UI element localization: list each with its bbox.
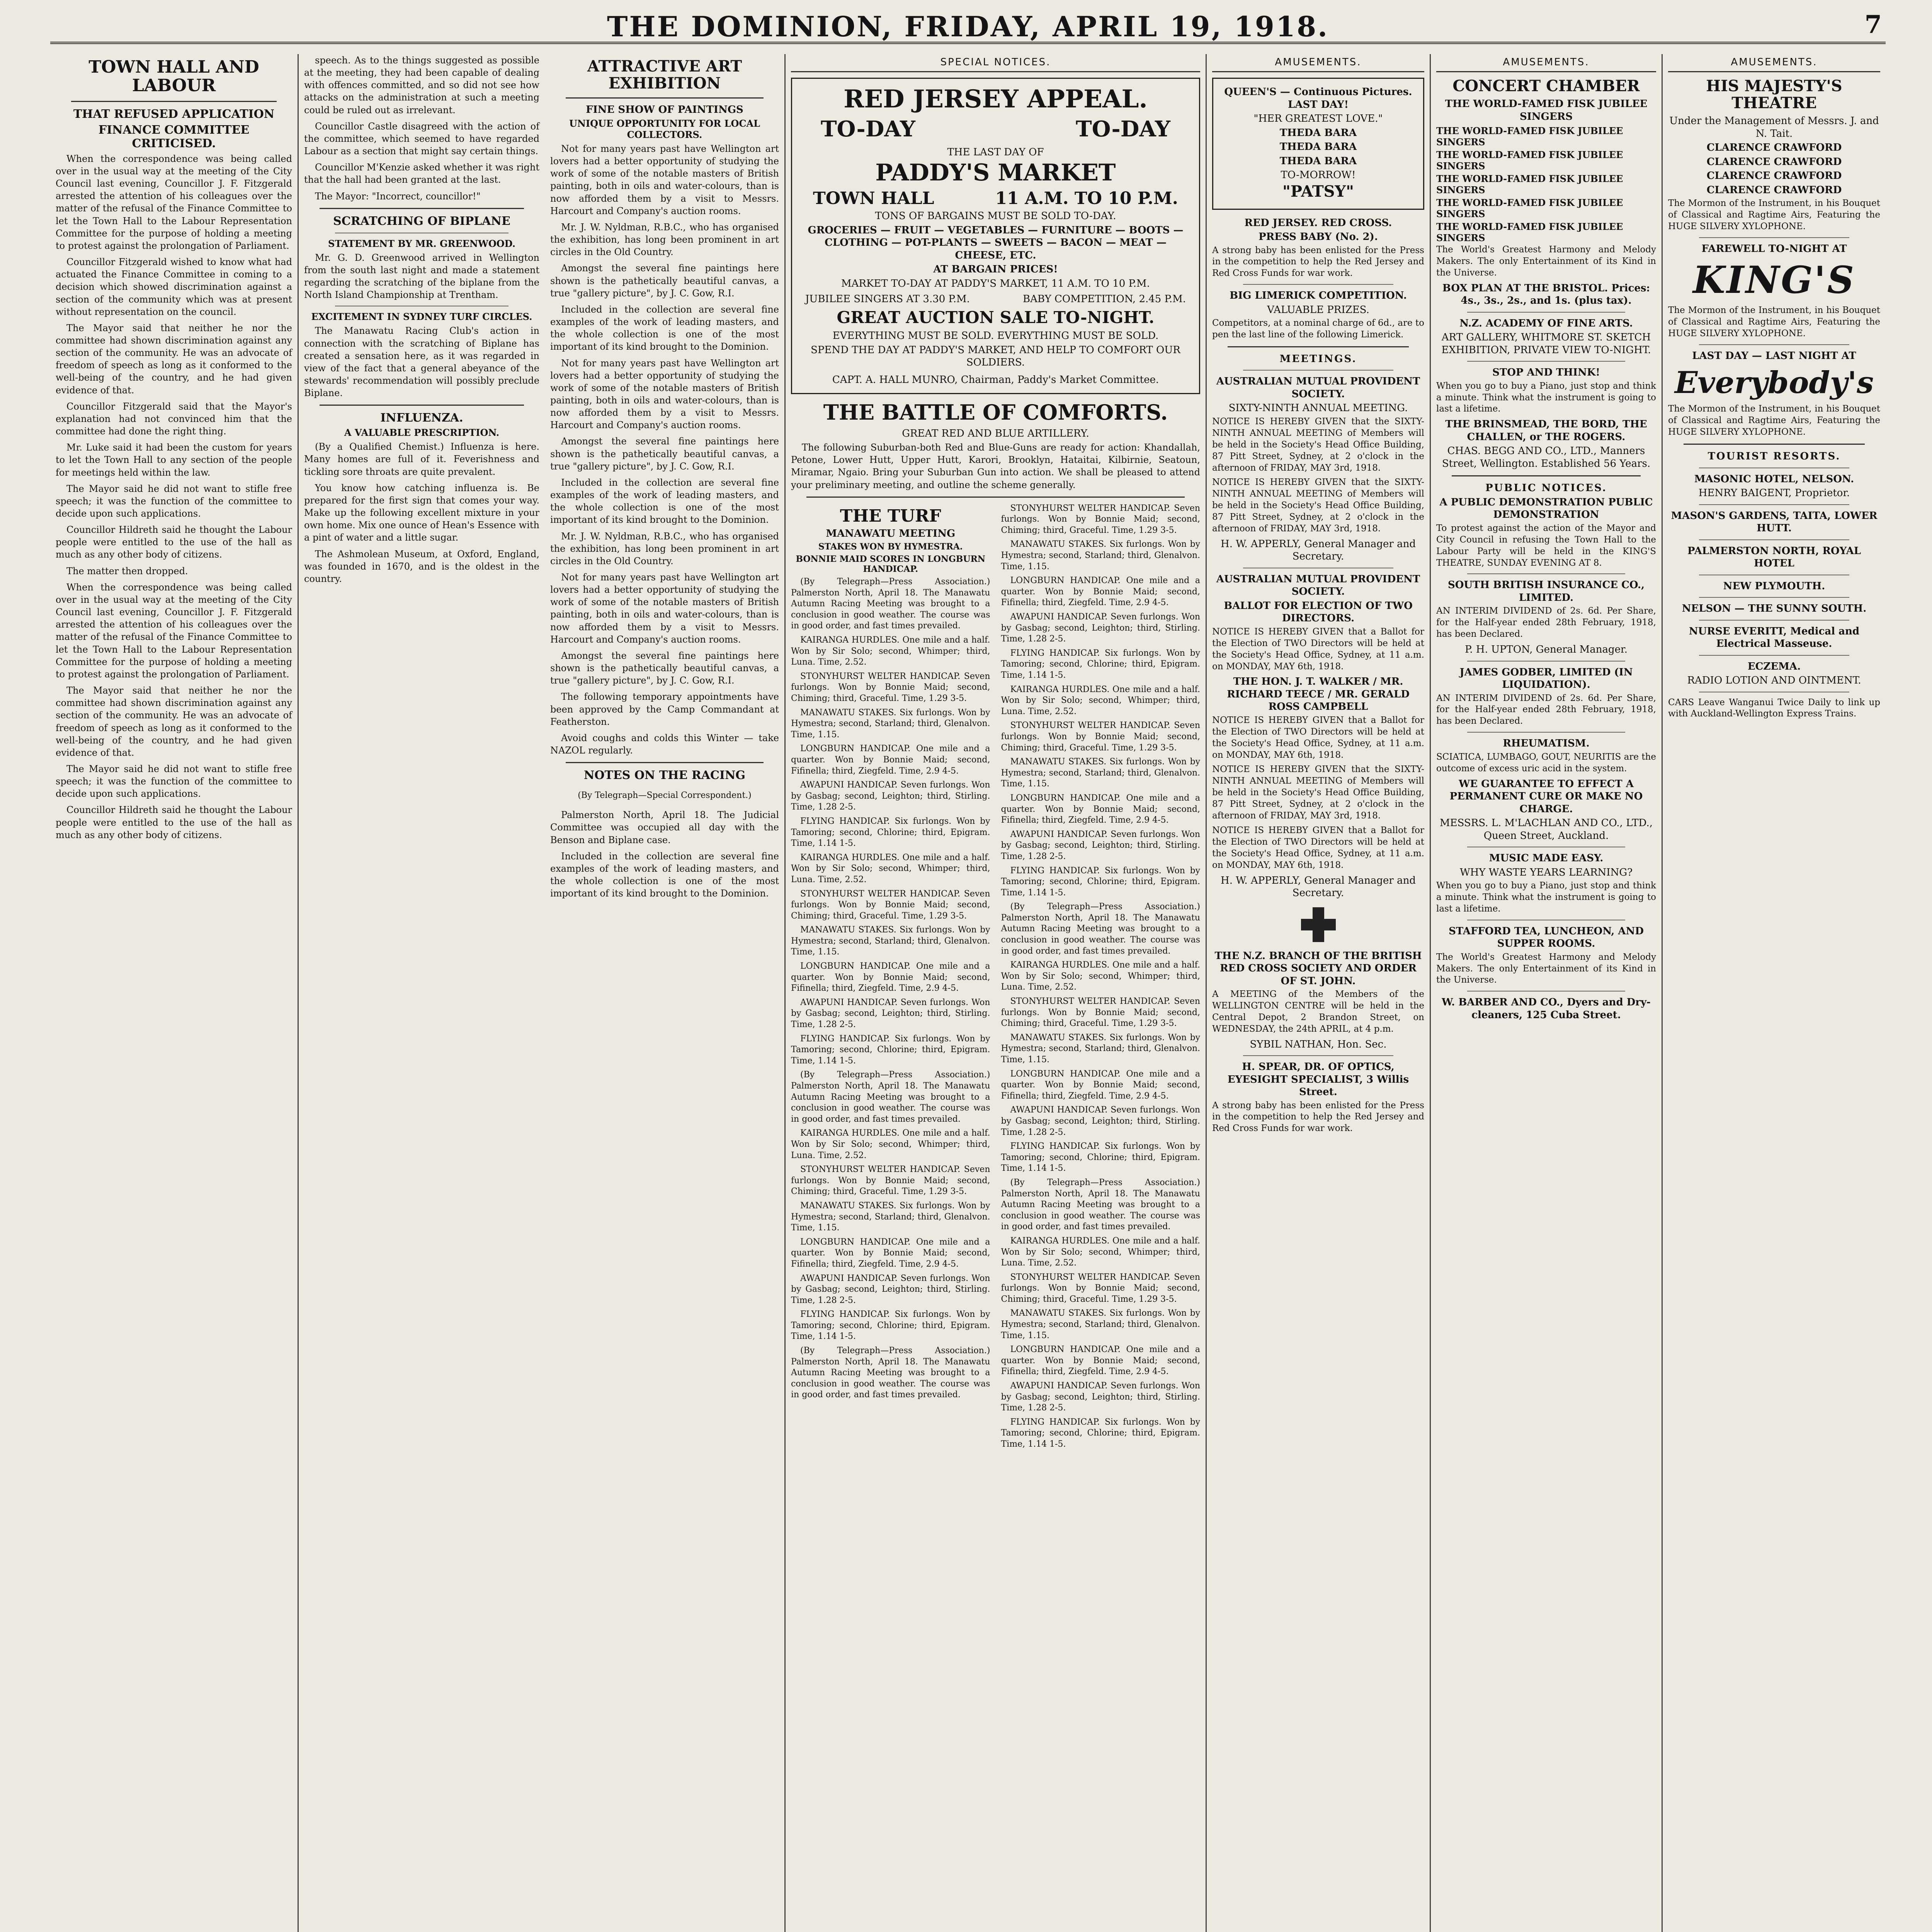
article-paragraph: KAIRANGA HURDLES. One mile and a half. Won by Sir Solo; second, Whimper; third, Luna. Time, 2.52.	[1001, 960, 1200, 992]
ad-line: MUSIC MADE EASY.	[1489, 852, 1604, 864]
ad-line: FAREWELL TO-NIGHT AT	[1701, 243, 1847, 255]
column-4	[784, 54, 1206, 1932]
divider	[1467, 991, 1625, 992]
kings-logo: KING'S	[1693, 258, 1855, 302]
ad-line: THE LAST DAY OF	[947, 146, 1044, 158]
ad-line: BALLOT FOR ELECTION OF TWO DIRECTORS.	[1224, 600, 1413, 624]
notice-paragraph: NOTICE IS HEREBY GIVEN that a Ballot for the Election of TWO Directors will be held at the Society's Head Office, Sydney, at 11 a.m. on MONDAY, MAY 6th, 1918.	[1212, 715, 1424, 760]
column-5	[1206, 54, 1430, 1932]
notice-paragraph: AN INTERIM DIVIDEND of 2s. 6d. Per Share, for the Half-year ended 28th February, 1918, has been Declared.	[1436, 606, 1656, 639]
ad-line: THE WORLD-FAMED FISK JUBILEE SINGERS	[1445, 98, 1648, 122]
divider	[1228, 346, 1409, 347]
section-header: AMUSEMENTS.	[1436, 54, 1656, 72]
article-paragraph: FLYING HANDICAP. Six furlongs. Won by Tamoring; second, Chlorine; third, Epigram. Time, 1.14 1-5.	[1001, 866, 1200, 898]
ad-line: RADIO LOTION AND OINTMENT.	[1687, 675, 1861, 687]
article-subtitle: THAT REFUSED APPLICATION	[73, 107, 275, 121]
ad-title: PADDY'S MARKET	[875, 159, 1116, 187]
divider	[1243, 370, 1393, 371]
ad-line: CHAS. BEGG AND CO., LTD., Manners Street, Wellington. Established 56 Years.	[1442, 445, 1651, 469]
article-paragraph: The following temporary appointments have been approved by the Camp Commandant at Featherston.	[550, 691, 779, 727]
article-paragraph: MANAWATU STAKES. Six furlongs. Won by Hymestra; second, Starland; third, Glenalvon. Time, 1.15.	[791, 707, 990, 740]
article-subtitle: STATEMENT BY MR. GREENWOOD.	[328, 238, 515, 249]
ad-line: P. H. UPTON, General Manager.	[1465, 644, 1628, 656]
section-header: AMUSEMENTS.	[1212, 54, 1424, 72]
turf-left	[791, 503, 990, 1453]
article-paragraph: (By Telegraph—Press Association.) Palmerston North, April 18. The Manawatu Autumn Racing Meeting was brought to a conclusion in good weather. The course was in good order, and fast times prevailed.	[1001, 1177, 1200, 1232]
article-paragraph: KAIRANGA HURDLES. One mile and a half. Won by Sir Solo; second, Whimper; third, Luna. Time, 2.52.	[791, 852, 990, 884]
article-paragraph: FLYING HANDICAP. Six furlongs. Won by Tamoring; second, Chlorine; third, Epigram. Time, 1.14 1-5.	[1001, 648, 1200, 680]
ad-title: "PATSY"	[1282, 182, 1354, 201]
ad-line: LAST DAY — LAST NIGHT AT	[1692, 350, 1856, 362]
notice-paragraph: The World's Greatest Harmony and Melody Makers. The only Entertainment of its Kind in the Universe.	[1436, 952, 1656, 985]
article-paragraph: STONYHURST WELTER HANDICAP. Seven furlongs. Won by Bonnie Maid; second, Chiming; third, Graceful. Time, 1.29 3-5.	[1001, 721, 1200, 753]
today-row	[798, 116, 1194, 145]
article-paragraph: The Mayor said he did not want to stifle free speech; it was the function of the committee to decide upon such applications.	[56, 763, 292, 799]
everybodys-logo: Everybody's	[1674, 365, 1874, 401]
article-paragraph: speech. As to the things suggested as possible at the meeting, they had been capable of dealing with offences committed, and so did not see how attacks on the administration at such a meeting could be ruled out as irrelevant.	[304, 55, 539, 116]
article-title: TOWN HALL AND LABOUR	[88, 57, 259, 96]
ad-line: EVERYTHING MUST BE SOLD. EVERYTHING MUST BE SOLD.	[832, 330, 1159, 342]
notice-paragraph: SCIATICA, LUMBAGO, GOUT, NEURITIS are the outcome of excess uric acid in the system.	[1436, 752, 1656, 774]
ad-line: STAFFORD TEA, LUNCHEON, AND SUPPER ROOMS.	[1449, 925, 1644, 950]
article-paragraph: When the correspondence was being called over in the usual way at the meeting of the City Council last evening, Councillor J. F. Fitzgerald arrested the attention of his colleagues over the matter of the refusal of the Finance Committee to let the Town Hall to the Labour Representation Committee for the purpose of holding a meeting to protest against the prolongation of Parliament.	[56, 153, 292, 251]
article-paragraph: The Mayor said he did not want to stifle free speech; it was the function of the committee to decide upon such applications.	[56, 483, 292, 519]
article-paragraph: Amongst the several fine paintings here shown is the pathetically beautiful canvas, a true "gallery picture", by J. C. Gow, R.I.	[550, 650, 779, 686]
section-header: PUBLIC NOTICES.	[1485, 482, 1607, 494]
ad-line: SIXTY-NINTH ANNUAL MEETING.	[1228, 402, 1408, 414]
article-paragraph: The Mayor: "Incorrect, councillor!"	[315, 190, 481, 202]
events-row	[798, 291, 1194, 307]
ad-line: STOP AND THINK!	[1492, 367, 1600, 379]
ad-line: CLARENCE CRAWFORD	[1706, 142, 1842, 153]
list-item: THE WORLD-FAMED FISK JUBILEE SINGERS	[1436, 149, 1623, 172]
section-header: SPECIAL NOTICES.	[791, 54, 1200, 72]
divider	[806, 497, 1185, 498]
article-paragraph: AWAPUNI HANDICAP. Seven furlongs. Won by Gasbag; second, Leighton; third, Stirling. Time, 1.28 2-5.	[791, 997, 990, 1030]
notice-paragraph: Competitors, at a nominal charge of 6d., are to pen the last line of the following Limerick.	[1212, 318, 1424, 340]
notice-paragraph: A strong baby has been enlisted for the Press in the competition to help the Red Jersey and Red Cross Funds for war work.	[1212, 245, 1424, 279]
ad-line: CLARENCE CRAWFORD	[1706, 170, 1842, 182]
article-paragraph: (By Telegraph—Press Association.) Palmerston North, April 18. The Manawatu Autumn Racing Meeting was brought to a conclusion in good weather. The course was in good order, and fast times prevailed.	[791, 1070, 990, 1124]
article-title: ATTRACTIVE ART EXHIBITION	[587, 57, 742, 92]
divider	[1684, 444, 1865, 445]
notice-paragraph: A strong baby has been enlisted for the Press in the competition to help the Red Jersey and Red Cross Funds for war work.	[1212, 1100, 1424, 1134]
list-item: THE WORLD-FAMED FISK JUBILEE SINGERS	[1436, 173, 1623, 196]
divider	[1699, 344, 1849, 345]
ad-line: AUSTRALIAN MUTUAL PROVIDENT SOCIETY.	[1216, 376, 1420, 400]
article-paragraph: Councillor Fitzgerald wished to know what had actuated the Finance Committee in coming to a decision which showed discrimination against a section of the community which was at present without representation on the council.	[56, 257, 292, 317]
ad-line: MASONIC HOTEL, NELSON.	[1694, 473, 1854, 485]
notice-paragraph: The Mormon of the Instrument, in his Bouquet of Classical and Ragtime Airs, Featuring the HUGE SILVERY XYLOPHONE.	[1668, 305, 1880, 338]
notice-paragraph: AN INTERIM DIVIDEND of 2s. 6d. Per Share, for the Half-year ended 28th February, 1918, has been Declared.	[1436, 693, 1656, 726]
notice-paragraph: NOTICE IS HEREBY GIVEN that the SIXTY-NINTH ANNUAL MEETING of Members will be held in the Society's Head Office Building, 87 Pitt Street, Sydney, at 2 o'clock in the afternoon of FRIDAY, MAY 3rd, 1918.	[1212, 477, 1424, 534]
article-paragraph: LONGBURN HANDICAP. One mile and a quarter. Won by Bonnie Maid; second, Fifinella; third, Ziegfeld. Time, 2.9 4-5.	[1001, 576, 1200, 608]
article-paragraph: STONYHURST WELTER HANDICAP. Seven furlongs. Won by Bonnie Maid; second, Chiming; third, Graceful. Time, 1.29 3-5.	[1001, 1272, 1200, 1304]
ad-title: RED JERSEY APPEAL.	[844, 85, 1148, 114]
notice-paragraph: To protest against the action of the Mayor and City Council in refusing the Town Hall to the Labour Party will be held in the KING'S THEATRE, SUNDAY EVENING AT 8.	[1436, 523, 1656, 568]
ad-line: QUEEN'S — Continuous Pictures. LAST DAY!	[1224, 86, 1412, 111]
article-paragraph: MANAWATU STAKES. Six furlongs. Won by Hymestra; second, Starland; third, Glenalvon. Time, 1.15.	[791, 1201, 990, 1233]
article-paragraph: Not for many years past have Wellington art lovers had a better opportunity of studying the work of some of the notable masters of British painting, both in oils and water-colours, than is now afforded them by a visit to Messrs. Harcourt and Company's auction rooms.	[550, 357, 779, 431]
divider	[566, 762, 764, 763]
article-paragraph: FLYING HANDICAP. Six furlongs. Won by Tamoring; second, Chlorine; third, Epigram. Time, 1.14 1-5.	[1001, 1141, 1200, 1173]
battle-title: THE BATTLE OF COMFORTS.	[823, 400, 1168, 425]
article-paragraph: Councillor Castle disagreed with the action of the committee, which seemed to have regarded Labour as a section that might say certain things.	[304, 121, 539, 157]
ad-title: GREAT AUCTION SALE TO-NIGHT.	[837, 308, 1155, 327]
article-paragraph: Mr. J. W. Nyldman, R.B.C., who has organised the exhibition, has long been prominent in art circles in the Old Country.	[550, 221, 779, 258]
ad-line: JUBILEE SINGERS AT 3.30 P.M.	[805, 293, 970, 305]
article-paragraph: STONYHURST WELTER HANDICAP. Seven furlongs. Won by Bonnie Maid; second, Chiming; third, Graceful. Time, 1.29 3-5.	[1001, 997, 1200, 1029]
ad-line: NELSON — THE SUNNY SOUTH.	[1682, 603, 1867, 615]
notice-paragraph: When you go to buy a Piano, just stop and think a minute. Think what the instrument is going to last a lifetime.	[1436, 381, 1656, 414]
article-paragraph: LONGBURN HANDICAP. One mile and a quarter. Won by Bonnie Maid; second, Fifinella; third, Ziegfeld. Time, 2.9 4-5.	[791, 1237, 990, 1269]
notice-paragraph: The Mormon of the Instrument, in his Bouquet of Classical and Ragtime Airs, Featuring the HUGE SILVERY XYLOPHONE.	[1668, 404, 1880, 437]
article-paragraph: MANAWATU STAKES. Six furlongs. Won by Hymestra; second, Starland; third, Glenalvon. Time, 1.15.	[791, 925, 990, 957]
article-subtitle: EXCITEMENT IN SYDNEY TURF CIRCLES.	[311, 311, 532, 323]
article-paragraph: AWAPUNI HANDICAP. Seven furlongs. Won by Gasbag; second, Leighton; third, Stirling. Time, 1.28 2-5.	[1001, 1105, 1200, 1137]
article-paragraph: STONYHURST WELTER HANDICAP. Seven furlongs. Won by Bonnie Maid; second, Chiming; third, Graceful. Time, 1.29 3-5.	[791, 671, 990, 704]
article-paragraph: KAIRANGA HURDLES. One mile and a half. Won by Sir Solo; second, Whimper; third, Luna. Time, 2.52.	[1001, 1236, 1200, 1268]
ad-title: CONCERT CHAMBER	[1452, 77, 1640, 95]
ad-line: GROCERIES — FRUIT — VEGETABLES — FURNITURE — BOOTS — CLOTHING — POT-PLANTS — SWEETS — BACON — MEAT — CHEESE, ETC.	[808, 224, 1184, 261]
ad-line: NURSE EVERITT, Medical and Electrical Masseuse.	[1689, 625, 1860, 650]
article-subtitle: MANAWATU MEETING	[826, 528, 956, 540]
article-paragraph: Included in the collection are several fine examples of the work of leading masters, and the whole collection is one of the most important of its kind brought to the Dominion.	[550, 477, 779, 526]
ad-line: THE N.Z. BRANCH OF THE BRITISH RED CROSS SOCIETY AND ORDER OF ST. JOHN.	[1214, 950, 1422, 987]
article-subtitle: A VALUABLE PRESCRIPTION.	[344, 427, 500, 439]
divider	[320, 405, 524, 406]
red-jersey-appeal-ad	[791, 78, 1200, 394]
notice-paragraph: CARS Leave Wanganui Twice Daily to link up with Auckland-Wellington Express Trains.	[1668, 697, 1880, 719]
article-paragraph: LONGBURN HANDICAP. One mile and a quarter. Won by Bonnie Maid; second, Fifinella; third, Ziegfeld. Time, 2.9 4-5.	[791, 744, 990, 776]
ad-line: TO-MORROW!	[1281, 169, 1356, 181]
divider	[1467, 312, 1625, 313]
article-paragraph: LONGBURN HANDICAP. One mile and a quarter. Won by Bonnie Maid; second, Fifinella; third, Ziegfeld. Time, 2.9 4-5.	[791, 961, 990, 993]
article-paragraph: Mr. J. W. Nyldman, R.B.C., who has organised the exhibition, has long been prominent in art circles in the Old Country.	[550, 531, 779, 566]
masthead	[50, 8, 1886, 44]
ad-line: THEDA BARA	[1279, 155, 1357, 167]
article-paragraph: FLYING HANDICAP. Six furlongs. Won by Tamoring; second, Chlorine; third, Epigram. Time, 1.14 1-5.	[1001, 1417, 1200, 1449]
divider	[1467, 361, 1625, 362]
divider	[1699, 539, 1849, 540]
article-paragraph: (By a Qualified Chemist.) Influenza is here. Many homes are full of it. Feverishness and tickling sore throats are quite prevalent.	[304, 441, 539, 477]
ad-line: THE BRINSMEAD, THE BORD, THE CHALLEN, or THE ROGERS.	[1445, 418, 1647, 443]
column-6	[1430, 54, 1662, 1932]
article-paragraph: AWAPUNI HANDICAP. Seven furlongs. Won by Gasbag; second, Leighton; third, Stirling. Time, 1.28 2-5.	[791, 1273, 990, 1305]
ad-line: BOX PLAN AT THE BRISTOL. Prices: 4s., 3s., 2s., and 1s. (plus tax).	[1442, 282, 1650, 307]
article-paragraph: Mr. Luke said it had been the custom for years to let the Town Hall to any section of the people for meetings held within the law.	[56, 442, 292, 478]
article-paragraph: Amongst the several fine paintings here shown is the pathetically beautiful canvas, a true "gallery picture", by J. C. Gow, R.I.	[550, 263, 779, 299]
notice-paragraph: NOTICE IS HEREBY GIVEN that the SIXTY-NINTH ANNUAL MEETING of Members will be held in the Society's Head Office Building, 87 Pitt Street, Sydney, at 2 o'clock in the afternoon of FRIDAY, MAY 3rd, 1918.	[1212, 416, 1424, 473]
ad-line: SPEND THE DAY AT PADDY'S MARKET, AND HELP TO COMFORT OUR SOLDIERS.	[811, 344, 1180, 369]
ad-line: "HER GREATEST LOVE."	[1253, 113, 1383, 124]
article-paragraph: The Mayor said that neither he nor the committee had shown discrimination against any section of the community. He was an advocate of freedom of speech as long as it conformed to the well-being of the country, and he had given evidence of that.	[56, 685, 292, 758]
article-paragraph: AWAPUNI HANDICAP. Seven furlongs. Won by Gasbag; second, Leighton; third, Stirling. Time, 1.28 2-5.	[1001, 612, 1200, 644]
article-subtitle: (By Telegraph—Special Correspondent.)	[578, 791, 752, 801]
article-paragraph: Included in the collection are several fine examples of the work of leading masters, and the whole collection is one of the most important of its kind brought to the Dominion.	[550, 850, 779, 899]
article-paragraph: STONYHURST WELTER HANDICAP. Seven furlongs. Won by Bonnie Maid; second, Chiming; third, Graceful. Time, 1.29 3-5.	[791, 1165, 990, 1197]
list-item: THE WORLD-FAMED FISK JUBILEE SINGERS	[1436, 221, 1623, 243]
ad-line: MESSRS. L. M'LACHLAN AND CO., LTD., Queen Street, Auckland.	[1439, 817, 1653, 842]
queens-theatre-ad	[1212, 78, 1424, 210]
ad-line: TONS OF BARGAINS MUST BE SOLD TO-DAY.	[875, 210, 1116, 222]
article-paragraph: KAIRANGA HURDLES. One mile and a half. Won by Sir Solo; second, Whimper; third, Luna. Time, 2.52.	[1001, 684, 1200, 716]
ad-line: Under the Management of Messrs. J. and N. Tait.	[1669, 115, 1879, 139]
ad-line: BABY COMPETITION, 2.45 P.M.	[1023, 293, 1186, 305]
notice-paragraph: NOTICE IS HEREBY GIVEN that a Ballot for the Election of TWO Directors will be held at the Society's Head Office, Sydney, at 11 a.m. on MONDAY, MAY 6th, 1918.	[1212, 825, 1424, 870]
ad-line: SOUTH BRITISH INSURANCE CO., LIMITED.	[1447, 579, 1645, 604]
article-title: INFLUENZA.	[380, 411, 463, 425]
ad-line: NEW PLYMOUTH.	[1723, 580, 1825, 592]
column-3	[545, 54, 784, 1932]
notice-paragraph: The World's Greatest Harmony and Melody Makers. The only Entertainment of its Kind in the Universe.	[1436, 245, 1656, 278]
notice-paragraph: The following Suburban-both Red and Blue-Guns are ready for action: Khandallah, Petone, Lower Hutt, Upper Hutt, Karori, Brooklyn, Hataitai, Kilbirnie, Seatoun, Miramar, Ngaio. Bring your Suburban Gun into action. We shall be pleased to attend your preliminary meeting, and outline the scheme generally.	[791, 442, 1200, 490]
divider	[1467, 732, 1625, 733]
article-subtitle: FINE SHOW OF PAINTINGS	[586, 104, 743, 116]
ad-line: THEDA BARA	[1279, 127, 1357, 139]
ad-line: CLARENCE CRAWFORD	[1706, 184, 1842, 196]
article-paragraph: Not for many years past have Wellington art lovers had a better opportunity of studying the work of some of the notable masters of British painting, both in oils and water-colours, than is now afforded them by a visit to Messrs. Harcourt and Company's auction rooms.	[550, 572, 779, 645]
notice-paragraph: A MEETING of the Members of the WELLINGTON CENTRE will be held in the Central Depot, 2 Brandon Street, on WEDNESDAY, the 24th APRIL, at 4 p.m.	[1212, 989, 1424, 1034]
ad-line: HENRY BAIGENT, Proprietor.	[1698, 487, 1850, 499]
ad-line: MARKET TO-DAY AT PADDY'S MARKET, 11 A.M. TO 10 P.M.	[841, 277, 1150, 289]
ad-line: CLARENCE CRAWFORD	[1706, 156, 1842, 168]
ad-line: BIG LIMERICK COMPETITION.	[1230, 290, 1407, 302]
ad-line: 11 A.M. TO 10 P.M.	[995, 189, 1178, 209]
notice-paragraph: The Mormon of the Instrument, in his Bouquet of Classical and Ragtime Airs, Featuring the HUGE SILVERY XYLOPHONE.	[1668, 198, 1880, 231]
article-paragraph: MANAWATU STAKES. Six furlongs. Won by Hymestra; second, Starland; third, Glenalvon. Time, 1.15.	[1001, 757, 1200, 789]
divider	[1467, 573, 1625, 574]
article-paragraph: AWAPUNI HANDICAP. Seven furlongs. Won by Gasbag; second, Leighton; third, Stirling. Time, 1.28 2-5.	[1001, 829, 1200, 861]
article-paragraph: The Manawatu Racing Club's action in connection with the scratching of Biplane has created a sensation here, as it was regarded in view of the fact that a general abeyance of the stewards' recommendation will possibly preclude Biplane.	[304, 325, 539, 399]
ad-line: JAMES GODBER, LIMITED (IN LIQUIDATION).	[1459, 666, 1633, 691]
article-paragraph: (By Telegraph—Press Association.) Palmerston North, April 18. The Manawatu Autumn Racing Meeting was brought to a conclusion in good weather. The course was in good order, and fast times prevailed.	[791, 1346, 990, 1400]
article-title: NOTES ON THE RACING	[584, 769, 745, 782]
divider	[1699, 655, 1849, 656]
ad-line: MASON'S GARDENS, TAITA, LOWER HUTT.	[1671, 510, 1878, 534]
ad-line: GREAT RED AND BLUE ARTILLERY.	[902, 427, 1089, 439]
ad-line: AT BARGAIN PRICES!	[933, 264, 1058, 276]
article-paragraph: Avoid coughs and colds this Winter — take NAZOL regularly.	[550, 732, 779, 756]
ad-line: AUSTRALIAN MUTUAL PROVIDENT SOCIETY.	[1216, 573, 1420, 598]
ad-title: HIS MAJESTY'S THEATRE	[1706, 77, 1842, 112]
article-subtitle: FINANCE COMMITTEE CRITICISED.	[98, 123, 250, 150]
article-paragraph: LONGBURN HANDICAP. One mile and a quarter. Won by Bonnie Maid; second, Fifinella; third, Ziegfeld. Time, 2.9 4-5.	[1001, 1345, 1200, 1377]
turf-columns	[791, 503, 1200, 1453]
divider	[1699, 237, 1849, 238]
article-paragraph: Amongst the several fine paintings here shown is the pathetically beautiful canvas, a true "gallery picture", by J. C. Gow, R.I.	[550, 436, 779, 472]
divider	[1699, 620, 1849, 621]
divider	[320, 208, 524, 209]
article-paragraph: (By Telegraph—Press Association.) Palmerston North, April 18. The Manawatu Autumn Racing Meeting was brought to a conclusion in good weather. The course was in good order, and fast times prevailed.	[1001, 902, 1200, 956]
list-item: THE WORLD-FAMED FISK JUBILEE SINGERS	[1436, 125, 1623, 148]
article-paragraph: The Ashmolean Museum, at Oxford, England, was founded in 1670, and is the oldest in the country.	[304, 548, 539, 584]
article-subtitle: BONNIE MAID SCORES IN LONGBURN HANDICAP.	[796, 554, 985, 575]
article-paragraph: Councillor M'Kenzie asked whether it was right that the hall had been granted at the last.	[304, 162, 539, 185]
article-paragraph: STONYHURST WELTER HANDICAP. Seven furlongs. Won by Bonnie Maid; second, Chiming; third, Graceful. Time, 1.29 3-5.	[791, 889, 990, 921]
article-paragraph: AWAPUNI HANDICAP. Seven furlongs. Won by Gasbag; second, Leighton; third, Stirling. Time, 1.28 2-5.	[1001, 1381, 1200, 1413]
red-cross-icon	[1301, 907, 1336, 942]
ad-line: VALUABLE PRIZES.	[1267, 304, 1369, 316]
ad-line: PALMERSTON NORTH, ROYAL HOTEL	[1687, 545, 1861, 570]
article-paragraph: AWAPUNI HANDICAP. Seven furlongs. Won by Gasbag; second, Leighton; third, Stirling. Time, 1.28 2-5.	[791, 780, 990, 812]
notice-paragraph: NOTICE IS HEREBY GIVEN that a Ballot for the Election of TWO Directors will be held at the Society's Head Office, Sydney, at 11 a.m. on MONDAY, MAY 6th, 1918.	[1212, 626, 1424, 672]
article-paragraph: MANAWATU STAKES. Six furlongs. Won by Hymestra; second, Starland; third, Glenalvon. Time, 1.15.	[1001, 539, 1200, 571]
ad-line: H. W. APPERLY, General Manager and Secretary.	[1221, 874, 1416, 899]
ad-line: ART GALLERY, WHITMORE ST. SKETCH EXHIBITION, PRIVATE VIEW TO-NIGHT.	[1441, 332, 1651, 356]
column-7	[1662, 54, 1886, 1932]
divider	[566, 97, 764, 99]
article-paragraph: You know how catching influenza is. Be prepared for the first sign that comes your way. Make up the following excellent mixture in your own home. Mix one ounce of Hean's Essence with a pint of water and a little sugar.	[304, 482, 539, 543]
ad-line: WE GUARANTEE TO EFFECT A PERMANENT CURE OR MAKE NO CHARGE.	[1449, 778, 1643, 815]
ad-line: THEDA BARA	[1279, 141, 1357, 153]
divider	[1452, 475, 1641, 476]
hall-row	[798, 189, 1194, 208]
article-paragraph: STONYHURST WELTER HANDICAP. Seven furlongs. Won by Bonnie Maid; second, Chiming; third, Graceful. Time, 1.29 3-5.	[1001, 503, 1200, 535]
ad-line: CAPT. A. HALL MUNRO, Chairman, Paddy's Market Committee.	[832, 374, 1159, 386]
ad-line: TOWN HALL	[813, 189, 934, 209]
candidate-list: THE HON. J. T. WALKER / MR. RICHARD TEECE / MR. GERALD ROSS CAMPBELL	[1227, 676, 1410, 713]
column-1	[50, 54, 298, 1932]
article-title: SCRATCHING OF BIPLANE	[333, 214, 510, 228]
ad-title: TO-DAY	[821, 116, 915, 142]
article-paragraph: Palmerston North, April 18. The Judicial Committee was occupied all day with the Benson and Biplane case.	[550, 810, 779, 845]
divider	[1699, 597, 1849, 598]
divider	[71, 101, 277, 102]
section-header: AMUSEMENTS.	[1668, 54, 1880, 72]
ad-line: ECZEMA.	[1747, 660, 1801, 672]
article-paragraph: MANAWATU STAKES. Six furlongs. Won by Hymestra; second, Starland; third, Glenalvon. Time, 1.15.	[1001, 1032, 1200, 1065]
article-paragraph: (By Telegraph—Press Association.) Palmerston North, April 18. The Manawatu Autumn Racing Meeting was brought to a conclusion in good weather. The course was in good order, and fast times prevailed.	[791, 577, 990, 631]
article-paragraph: Councillor Hildreth said he thought the Labour people were entitled to the use of the hall as much as any other body of citizens.	[56, 524, 292, 560]
divider	[1243, 1055, 1393, 1056]
turf-right	[1001, 503, 1201, 1453]
newspaper-title: THE DOMINION, FRIDAY, APRIL 19, 1918.	[607, 10, 1329, 43]
ad-line: H. SPEAR, DR. OF OPTICS, EYESIGHT SPECIALIST, 3 Willis Street.	[1227, 1061, 1409, 1098]
article-paragraph: Not for many years past have Wellington art lovers had a better opportunity of studying the work of some of the notable masters of British painting, both in oils and water-colours, than is now afforded them by a visit to Messrs. Harcourt and Company's auction rooms.	[550, 143, 779, 216]
article-paragraph: FLYING HANDICAP. Six furlongs. Won by Tamoring; second, Chlorine; third, Epigram. Time, 1.14 1-5.	[791, 1034, 990, 1066]
ad-line: RED JERSEY. RED CROSS.	[1244, 217, 1392, 229]
article-paragraph: LONGBURN HANDICAP. One mile and a quarter. Won by Bonnie Maid; second, Fifinella; third, Ziegfeld. Time, 2.9 4-5.	[1001, 793, 1200, 825]
article-subtitle: UNIQUE OPPORTUNITY FOR LOCAL COLLECTORS.	[569, 118, 760, 140]
notice-paragraph: When you go to buy a Piano, just stop and think a minute. Think what the instrument is going to last a lifetime.	[1436, 881, 1656, 914]
ad-line: SYBIL NATHAN, Hon. Sec.	[1250, 1038, 1387, 1050]
divider	[1699, 504, 1849, 505]
article-title: THE TURF	[840, 506, 941, 526]
ad-line: A PUBLIC DEMONSTRATION PUBLIC DEMONSTRATION	[1439, 496, 1653, 521]
article-paragraph: FLYING HANDICAP. Six furlongs. Won by Tamoring; second, Chlorine; third, Epigram. Time, 1.14 1-5.	[791, 816, 990, 849]
article-paragraph: Mr. G. D. Greenwood arrived in Wellington from the south last night and made a statement regarding the scratching of the biplane from the North Island Championship at Trentham.	[304, 252, 539, 301]
article-paragraph: LONGBURN HANDICAP. One mile and a quarter. Won by Bonnie Maid; second, Fifinella; third, Ziegfeld. Time, 2.9 4-5.	[1001, 1069, 1200, 1101]
ad-line: WHY WASTE YEARS LEARNING?	[1459, 866, 1633, 878]
section-header: TOURIST RESORTS.	[1708, 451, 1841, 463]
ad-title: TO-DAY	[1076, 116, 1170, 142]
article-paragraph: Councillor Hildreth said he thought the Labour people were entitled to the use of the hall as much as any other body of citizens.	[56, 804, 292, 840]
ad-line: H. W. APPERLY, General Manager and Secretary.	[1221, 538, 1416, 563]
column-2	[298, 54, 545, 1932]
section-header: MEETINGS.	[1279, 353, 1357, 365]
ad-line: W. BARBER AND CO., Dyers and Dry-cleaners, 125 Cuba Street.	[1442, 997, 1651, 1021]
article-paragraph: KAIRANGA HURDLES. One mile and a half. Won by Sir Solo; second, Whimper; third, Luna. Time, 2.52.	[791, 635, 990, 667]
article-subtitle: STAKES WON BY HYMESTRA.	[818, 542, 963, 552]
article-paragraph: The Mayor said that neither he nor the committee had shown discrimination against any section of the community. He was an advocate of freedom of speech as long as it conformed to the well-being of the country, and he had given evidence of that.	[56, 322, 292, 396]
divider	[1467, 661, 1625, 662]
ad-line: PRESS BABY (No. 2).	[1259, 231, 1378, 243]
article-paragraph: KAIRANGA HURDLES. One mile and a half. Won by Sir Solo; second, Whimper; third, Luna. Time, 2.52.	[791, 1128, 990, 1160]
article-paragraph: FLYING HANDICAP. Six furlongs. Won by Tamoring; second, Chlorine; third, Epigram. Time, 1.14 1-5.	[791, 1310, 990, 1342]
article-paragraph: When the correspondence was being called over in the usual way at the meeting of the City Council last evening, Councillor J. F. Fitzgerald arrested the attention of his colleagues over the matter of the refusal of the Finance Committee to let the Town Hall to the Labour Representation Committee for the purpose of holding a meeting to protest against the prolongation of Parliament.	[56, 582, 292, 680]
page-number: 7	[1864, 10, 1882, 39]
list-item: THE WORLD-FAMED FISK JUBILEE SINGERS	[1436, 197, 1623, 219]
notice-paragraph: NOTICE IS HEREBY GIVEN that the SIXTY-NINTH ANNUAL MEETING of Members will be held in the Society's Head Office Building, 87 Pitt Street, Sydney, at 2 o'clock in the afternoon of FRIDAY, MAY 3rd, 1918.	[1212, 764, 1424, 821]
ad-line: RHEUMATISM.	[1503, 738, 1590, 750]
article-paragraph: Councillor Fitzgerald said that the Mayor's explanation had not convinced him that the committee had done the right thing.	[56, 401, 292, 437]
article-paragraph: MANAWATU STAKES. Six furlongs. Won by Hymestra; second, Starland; third, Glenalvon. Time, 1.15.	[1001, 1308, 1200, 1340]
divider	[1243, 284, 1393, 285]
article-paragraph: Included in the collection are several fine examples of the work of leading masters, and the whole collection is one of the most important of its kind brought to the Dominion.	[550, 304, 779, 352]
fisk-singers-list	[1436, 124, 1656, 244]
article-paragraph: The matter then dropped.	[66, 565, 188, 577]
ad-line: N.Z. ACADEMY OF FINE ARTS.	[1459, 317, 1633, 329]
